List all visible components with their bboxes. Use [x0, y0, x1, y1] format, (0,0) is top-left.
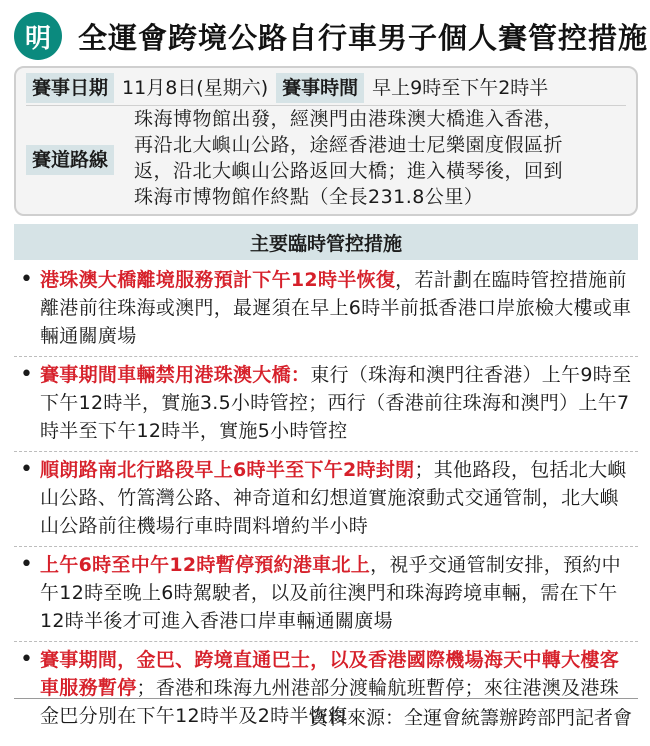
measure-item [14, 356, 638, 451]
bullet-icon: • [20, 362, 34, 387]
measure-highlight: 上午6時至中午12時暫停預約港車北上 [40, 554, 371, 576]
measure-text: ，視乎交通管制安排，預約中午12時至晚上6時駕駛者，以及前往澳門和珠海跨境車輛，需在下午12時半後才可進入香港口岸車輛通關廣場 [40, 554, 621, 632]
time-value: 早上9時至下午2時半 [372, 77, 549, 99]
measures-heading: 主要臨時管控措施 [14, 224, 638, 260]
bullet-icon: • [20, 267, 34, 292]
header [14, 8, 649, 64]
measure-highlight: 順朗路南北行路段早上6時半至下午2時封閉 [40, 459, 415, 481]
date-value: 11月8日(星期六) [122, 77, 269, 99]
bullet-icon: • [20, 647, 34, 672]
event-date-time-row [26, 72, 626, 104]
page-title: 全運會跨境公路自行車男子個人賽管控措施 [78, 20, 649, 55]
measure-highlight: 賽事期間，金巴、跨境直通巴士，以及香港國際機場海天中轉大樓客車服務暫停 [40, 649, 620, 699]
route-description [134, 106, 630, 210]
route-label: 賽道路線 [26, 145, 114, 175]
date-label: 賽事日期 [26, 73, 114, 103]
measure-text: 東行（珠海和澳門往香港）上午9時至下午12時半，實施3.5小時管控；西行（香港前往珠海和澳門）上午7時半至下午12時半，實施5小時管控 [40, 364, 632, 442]
measure-text: ，若計劃在臨時管控措施前離港前往珠海或澳門，最遲須在早上6時半前抵香港口岸旅檢大樓或車輛通關廣場 [40, 269, 632, 347]
measure-highlight: 賽事期間車輛禁用港珠澳大橋： [40, 364, 311, 386]
measure-item [14, 546, 638, 641]
route-line: 珠海市博物館作終點（全長231.8公里） [134, 186, 484, 208]
route-label-cell [26, 108, 126, 212]
ming-pao-logo: 明 [14, 12, 62, 60]
source-credit: 資料來源：全運會統籌辦跨部門記者會 [14, 698, 638, 734]
route-line: 再沿北大嶼山公路，途經香港迪士尼樂園度假區折 [134, 134, 564, 156]
measure-item [14, 451, 638, 546]
route-line: 返，沿北大嶼山公路返回大橋；進入橫琴後，回到 [134, 160, 564, 182]
measures-list [14, 262, 638, 736]
event-info-box [14, 66, 638, 216]
measure-item [14, 262, 638, 356]
bullet-icon: • [20, 457, 34, 482]
measure-highlight: 港珠澳大橋離境服務預計下午12時半恢復 [40, 269, 396, 291]
route-line: 珠海博物館出發，經澳門由港珠澳大橋進入香港， [134, 108, 564, 130]
measure-text: ；其他路段，包括北大嶼山公路、竹篙灣公路、神奇道和幻想道實施滾動式交通管制，北大嶼山公路前往機場行車時間料增約半小時 [40, 459, 627, 537]
bullet-icon: • [20, 552, 34, 577]
measure-text: ；香港和珠海九州港部分渡輪航班暫停；來往港澳及港珠金巴分別在下午12時半及2時半恢復 [40, 677, 620, 727]
time-label: 賽事時間 [276, 73, 364, 103]
